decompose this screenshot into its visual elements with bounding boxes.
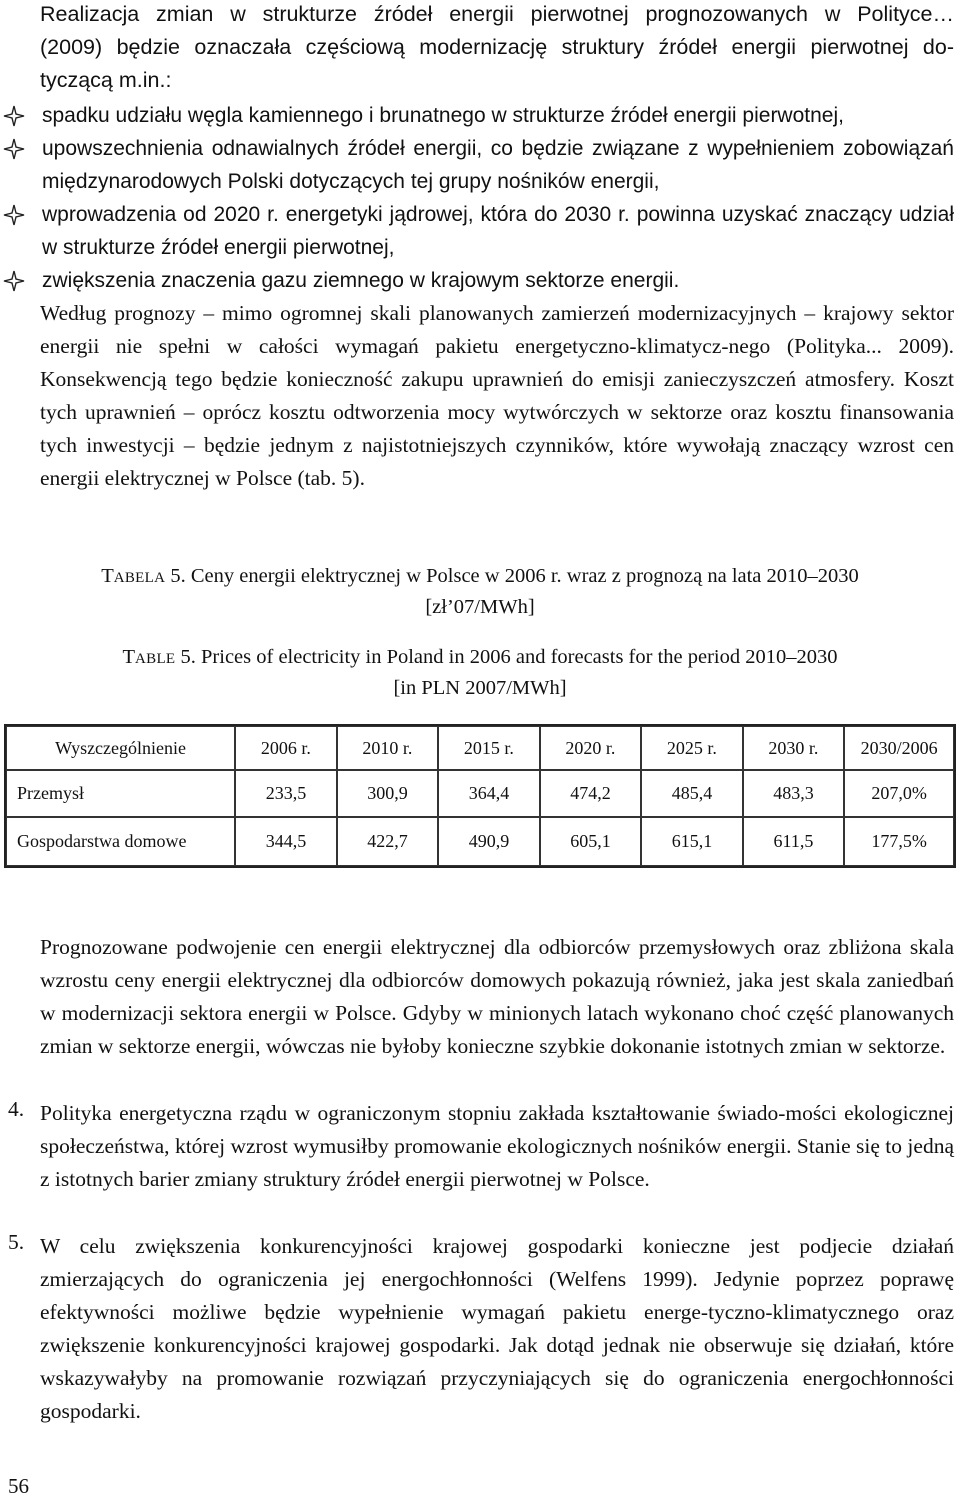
caption-unit: [zł’07/MWh] — [425, 596, 535, 618]
intro-line-3: tyczącą m.in.: — [40, 68, 172, 92]
table-cell: 490,9 — [438, 817, 540, 866]
bullet-list — [0, 99, 954, 297]
row-label: Gospodarstwa domowe — [6, 817, 235, 866]
table-header-cell: Wyszczególnienie — [6, 726, 235, 770]
table-cell: 177,5% — [844, 817, 954, 866]
table-header-cell: 2030/2006 — [844, 726, 954, 770]
four-point-star-icon — [3, 204, 25, 226]
numbered-item-4: Polityka energetyczna rządu w ograniczonym stopniu zakłada kształtowanie świado-mości ekologicznej społeczeństwa, której wzrost wymusiłby promowanie ekologicznych nośników energii. Stanie się to jedną z istotnych barier zmiany struktury źródeł energii pierwotnej w Polsce. — [40, 1101, 954, 1191]
table-cell: 483,3 — [743, 770, 845, 817]
bullet-text: zwiększenia znaczenia gazu ziemnego w krajowym sektorze energii. — [42, 269, 680, 292]
table-header-cell: 2015 r. — [438, 726, 540, 770]
table-cell: 233,5 — [235, 770, 337, 817]
numbered-item-5: W celu zwiększenia konkurencyjności krajowej gospodarki konieczne jest podjecie działań zmierzających do ograniczenia jej energochłonności (Welfens 1999). Jedynie poprzez poprawę efektywności możliwe będzie wypełnienie wymagań pakietu energe-tyczno-klimatycznego oraz zwiększenie konkurencyjności krajowej gospodarki. Jak dotąd jednak nie obserwuje się działań, które wskazywałyby na promowanie rozwiązań przyczyniających się do ograniczenia energochłonności gospodarki. — [40, 1234, 954, 1423]
electricity-prices-table — [4, 724, 956, 868]
table-header-cell: 2025 r. — [641, 726, 743, 770]
bullet-text: wprowadzenia od 2020 r. energetyki jądrowej, która do 2030 r. powinna uzyskać znaczący udział w strukturze źródeł energii pierwotnej, — [42, 203, 954, 259]
table-cell: 474,2 — [540, 770, 642, 817]
bullet-item — [0, 198, 954, 264]
row-label: Przemysł — [6, 770, 235, 817]
caption-label: TABELA — [101, 565, 166, 587]
paragraph-forecast: Według prognozy – mimo ogromnej skali planowanych zamierzeń modernizacyjnych – krajowy sektor energii nie spełni w całości wymagań pakietu energetyczno-klimatycz-nego (Polityka... 2009). Konsekwencją tego będzie konieczność zakupu uprawnień do emisji zanieczyszczeń atmosfery. Koszt tych uprawnień – oprócz kosztu odtworzenia mocy wytwórczych w sektorze oraz kosztu finansowania tych inwestycji – będzie jednym z najistotniejszych czynników, które wywołają znaczący wzrost cen energii elektrycznej w Polsce (tab. 5). — [40, 301, 954, 490]
bullet-text: spadku udziału węgla kamiennego i brunatnego w strukturze źródeł energii pierwotnej, — [42, 104, 844, 127]
table-cell: 605,1 — [540, 817, 642, 866]
table-cell: 422,7 — [337, 817, 439, 866]
bullet-item — [0, 99, 954, 132]
paragraph-doubling: Prognozowane podwojenie cen energii elektrycznej dla odbiorców przemysłowych oraz zbliżona skala wzrostu ceny energii elektrycznej dla odbiorców domowych pokazują również, jaka jest skala zaniedbań w modernizacji sektora energii w Polsce. Gdyby w minionych latach wykonano choć część planowanych zmian w sektorze energii, wówczas nie byłoby konieczne szybkie dokonanie istotnych zmian w sektorze. — [40, 935, 954, 1058]
four-point-star-icon — [3, 270, 25, 292]
table-caption-en — [0, 643, 960, 703]
table-cell: 615,1 — [641, 817, 743, 866]
caption-number: 5. — [170, 565, 186, 587]
list-number: 5. — [8, 1230, 25, 1254]
table-header-row — [6, 726, 954, 770]
table-header-cell: 2020 r. — [540, 726, 642, 770]
intro-line-2: (2009) będzie oznaczała częściową modernizację struktury źródeł energii pierwotnej do- — [40, 35, 954, 59]
table-cell: 611,5 — [743, 817, 845, 866]
table-cell: 485,4 — [641, 770, 743, 817]
bullet-item — [0, 264, 954, 297]
table-header-cell: 2010 r. — [337, 726, 439, 770]
caption-title: Ceny energii elektrycznej w Polsce w 2006 r. wraz z prognozą na lata 2010–2030 — [190, 565, 859, 587]
page-number: 56 — [8, 1474, 29, 1498]
four-point-star-icon — [3, 138, 25, 160]
four-point-star-icon — [3, 105, 25, 127]
caption-number: 5. — [180, 646, 196, 668]
table-cell: 364,4 — [438, 770, 540, 817]
table-cell: 300,9 — [337, 770, 439, 817]
list-number: 4. — [8, 1097, 25, 1121]
table-header-cell: 2006 r. — [235, 726, 337, 770]
caption-title: Prices of electricity in Poland in 2006 and forecasts for the period 2010–2030 — [201, 646, 838, 668]
table-row — [6, 770, 954, 817]
caption-unit: [in PLN 2007/MWh] — [393, 677, 567, 699]
table-header-cell: 2030 r. — [743, 726, 845, 770]
caption-label: TABLE — [122, 646, 176, 668]
table-caption-pl — [0, 562, 960, 622]
table-row — [6, 817, 954, 866]
table-cell: 344,5 — [235, 817, 337, 866]
table-cell: 207,0% — [844, 770, 954, 817]
bullet-text: upowszechnienia odnawialnych źródeł energii, co będzie związane z wypełnieniem zobowiązań międzynarodowych Polski dotyczących tej grupy nośników energii, — [42, 137, 954, 193]
intro-line-1: Realizacja zmian w strukturze źródeł energii pierwotnej prognozowanych w Polityce… — [40, 2, 954, 26]
bullet-item — [0, 132, 954, 198]
